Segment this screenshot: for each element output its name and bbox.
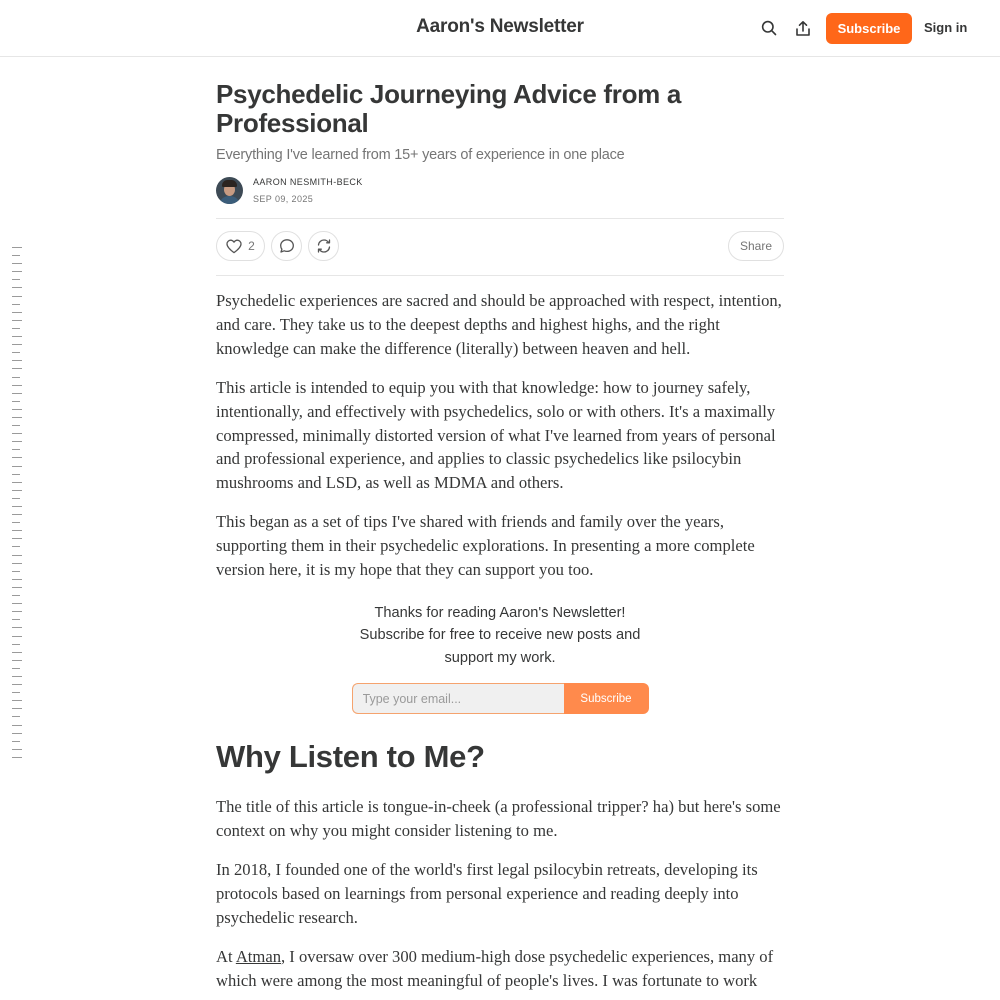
post-title: Psychedelic Journeying Advice from a Professional [216,79,682,138]
toc-tick[interactable] [12,328,20,329]
toc-tick[interactable] [12,595,20,596]
toc-tick[interactable] [12,490,22,491]
toc-tick[interactable] [12,652,22,653]
atman-link[interactable]: Atman [235,947,281,966]
subscribe-button[interactable]: Subscribe [826,13,912,44]
toc-tick[interactable] [12,409,22,410]
toc-tick[interactable] [12,425,20,426]
search-icon[interactable] [758,17,780,39]
toc-tick[interactable] [12,393,22,394]
like-count: 2 [248,239,255,253]
toc-tick[interactable] [12,271,22,272]
toc-tick[interactable] [12,449,20,450]
post-body [216,289,784,582]
toc-tick[interactable] [12,644,20,645]
paragraph-rest: , I oversaw over 300 medium-high dose psychedelic experiences, many of which were among the most meaningful of people's lives. I was fortunate to work [216,947,774,990]
toc-tick[interactable] [12,474,20,475]
share-icon[interactable] [792,17,814,39]
toc-tick[interactable] [12,279,20,280]
toc-tick[interactable] [12,522,20,523]
toc-tick[interactable] [12,417,22,418]
article [216,80,784,993]
comment-button[interactable] [271,231,302,261]
toc-tick[interactable] [12,312,22,313]
toc-tick[interactable] [12,304,20,305]
paragraph: In 2018, I founded one of the world's first legal psilocybin retreats, developing its protocols based on learnings from personal experience and reading deeply into psychedelic research. [216,860,758,928]
toc-tick[interactable] [12,660,22,661]
toc-tick[interactable] [12,725,22,726]
toc-tick[interactable] [12,401,20,402]
toc-tick[interactable] [12,636,22,637]
email-input[interactable] [352,683,564,714]
toc-tick[interactable] [12,603,22,604]
toc-tick[interactable] [12,344,22,345]
toc-tick[interactable] [12,538,22,539]
toc-tick[interactable] [12,546,20,547]
toc-tick[interactable] [12,676,22,677]
subscribe-widget [216,602,784,715]
toc-tick[interactable] [12,716,20,717]
toc-tick[interactable] [12,741,20,742]
paragraph: This article is intended to equip you with that knowledge: how to journey safely, intentionally, and effectively with psychedelics, solo or with others. It's a maximally compressed, minimally distorted version of what I've learned from years of personal and professional experience, and applies to classic psychedelics like psilocybin mushrooms and LSD, as well as MDMA and others. [216,377,776,493]
toc-tick[interactable] [12,506,22,507]
toc-tick[interactable] [12,441,22,442]
sign-in-link[interactable]: Sign in [924,20,968,35]
toc-tick[interactable] [12,708,22,709]
toc-tick[interactable] [12,733,22,734]
toc-tick[interactable] [12,530,22,531]
toc-tick[interactable] [12,336,22,337]
toc-tick[interactable] [12,684,22,685]
toc-tick[interactable] [12,287,22,288]
toc-tick[interactable] [12,611,22,612]
post-body-section [216,795,784,992]
toc-tick[interactable] [12,255,20,256]
toc-tick[interactable] [12,514,22,515]
toc-tick[interactable] [12,571,20,572]
like-button[interactable] [216,231,265,261]
toc-tick[interactable] [12,579,22,580]
subscribe-form [352,683,649,714]
toc-tick[interactable] [12,320,22,321]
toc-tick[interactable] [12,587,22,588]
heart-icon [226,239,242,254]
post-actions-bar [216,218,784,276]
toc-tick[interactable] [12,555,22,556]
toc-tick[interactable] [12,700,22,701]
byline [216,176,784,204]
toc-tick[interactable] [12,619,20,620]
toc-tick[interactable] [12,263,22,264]
toc-tick[interactable] [12,498,20,499]
paragraph-prefix: At [216,947,236,966]
toc-tick[interactable] [12,385,22,386]
paragraph: This began as a set of tips I've shared with friends and family over the years, supporting them in their psychedelic explorations. In presenting a more complete version here, it is my hope that they can support you too. [216,512,755,580]
post-subtitle: Everything I've learned from 15+ years of experience in one place [216,147,625,163]
author-name[interactable]: AARON NESMITH-BECK [253,176,363,187]
paragraph [216,945,784,993]
section-heading: Why Listen to Me? [216,739,485,775]
toc-tick[interactable] [12,466,22,467]
toc-tick[interactable] [12,377,20,378]
author-avatar[interactable] [216,177,243,204]
toc-tick[interactable] [12,433,22,434]
toc-tick[interactable] [12,482,22,483]
publication-title[interactable]: Aaron's Newsletter [416,16,584,37]
toc-tick[interactable] [12,627,22,628]
paragraph: Psychedelic experiences are sacred and should be approached with respect, intention, and care. They take us to the deepest depths and highest highs, and the right knowledge can make the difference (literally) between heaven and hell. [216,291,782,358]
toc-tick[interactable] [12,563,22,564]
table-of-contents-rail[interactable] [12,247,24,765]
share-button[interactable]: Share [728,231,784,261]
toc-tick[interactable] [12,247,22,248]
restack-icon [316,238,332,254]
toc-tick[interactable] [12,749,22,750]
toc-tick[interactable] [12,668,20,669]
subscribe-form-button[interactable]: Subscribe [564,683,649,714]
toc-tick[interactable] [12,352,20,353]
toc-tick[interactable] [12,457,22,458]
toc-tick[interactable] [12,296,22,297]
paragraph: The title of this article is tongue-in-cheek (a professional tripper? ha) but here's some context on why you might consider listening to me. [216,797,781,841]
toc-tick[interactable] [12,360,22,361]
restack-button[interactable] [308,231,339,261]
toc-tick[interactable] [12,692,20,693]
toc-tick[interactable] [12,757,22,758]
toc-tick[interactable] [12,368,22,369]
top-bar [0,0,1000,57]
subscribe-widget-text: Thanks for reading Aaron's Newsletter! Subscribe for free to receive new posts and support my work. [359,604,641,666]
post-date: SEP 09, 2025 [253,193,314,204]
comment-icon [279,238,295,254]
